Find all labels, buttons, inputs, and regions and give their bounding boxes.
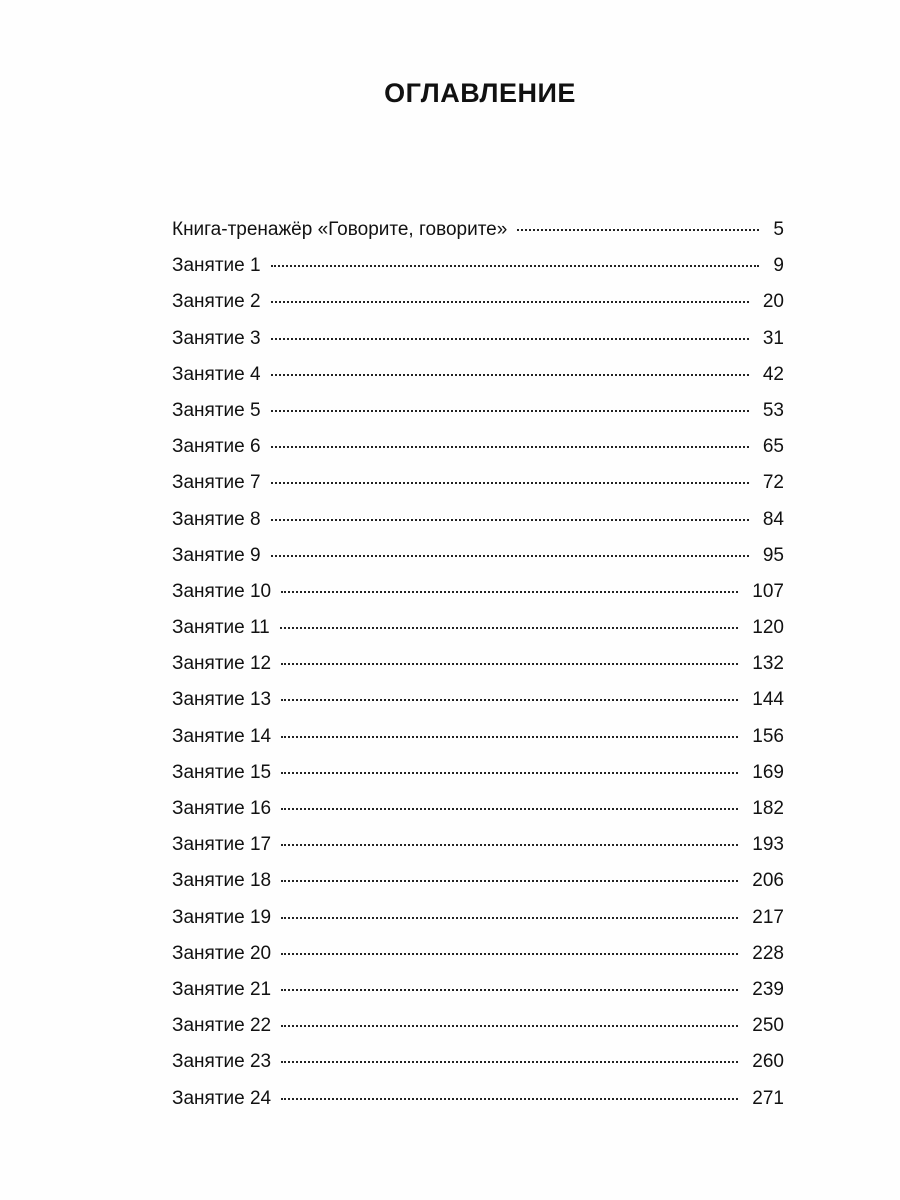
toc-entry-label: Занятие 17 xyxy=(172,834,272,856)
toc-entry-label: Занятие 23 xyxy=(172,1051,272,1073)
dot-leader xyxy=(271,410,749,412)
toc-entry-label: Занятие 5 xyxy=(172,399,261,421)
toc-entry xyxy=(172,429,784,465)
toc-entry-page-number: 31 xyxy=(762,327,784,349)
dot-leader xyxy=(271,265,760,267)
toc-entry xyxy=(172,682,784,718)
toc-entry-page-number: 65 xyxy=(762,436,784,458)
toc-entry-label: Занятие 11 xyxy=(172,617,270,639)
toc-entry-page-number: 169 xyxy=(752,761,784,783)
table-of-contents xyxy=(172,212,784,1117)
dot-leader xyxy=(281,663,738,665)
toc-entry-page-number: 239 xyxy=(752,978,784,1000)
toc-entry-page-number: 20 xyxy=(762,291,784,313)
toc-entry xyxy=(172,538,784,574)
toc-entry-label: Занятие 6 xyxy=(172,436,261,458)
toc-entry-label: Занятие 14 xyxy=(172,725,272,747)
toc-entry xyxy=(172,393,784,429)
toc-entry-page-number: 144 xyxy=(752,689,784,711)
toc-entry-label: Занятие 19 xyxy=(172,906,272,928)
toc-entry xyxy=(172,755,784,791)
toc-entry xyxy=(172,646,784,682)
dot-leader xyxy=(281,699,738,701)
toc-entry xyxy=(172,212,784,248)
toc-entry-page-number: 72 xyxy=(762,472,784,494)
dot-leader xyxy=(271,374,749,376)
toc-entry xyxy=(172,791,784,827)
page-title: ОГЛАВЛЕНИЕ xyxy=(384,78,576,108)
toc-entry-page-number: 250 xyxy=(752,1015,784,1037)
dot-leader xyxy=(281,591,738,593)
toc-entry-page-number: 156 xyxy=(752,725,784,747)
toc-entry-label: Занятие 9 xyxy=(172,544,261,566)
toc-entry-label: Занятие 20 xyxy=(172,942,272,964)
dot-leader xyxy=(271,482,749,484)
dot-leader xyxy=(281,953,738,955)
toc-entry-page-number: 120 xyxy=(752,617,784,639)
toc-entry xyxy=(172,502,784,538)
dot-leader xyxy=(271,446,749,448)
dot-leader xyxy=(281,989,738,991)
dot-leader xyxy=(271,338,749,340)
dot-leader xyxy=(281,880,738,882)
dot-leader xyxy=(281,917,738,919)
toc-entry-label: Занятие 24 xyxy=(172,1087,272,1109)
toc-entry-label: Занятие 16 xyxy=(172,798,272,819)
toc-entry-label: Занятие 21 xyxy=(172,978,272,1000)
toc-entry xyxy=(172,574,784,610)
toc-entry-page-number: 182 xyxy=(752,798,784,819)
dot-leader xyxy=(271,555,749,557)
dot-leader xyxy=(271,301,749,303)
toc-entry-label: Занятие 4 xyxy=(172,363,261,385)
toc-entry-label: Занятие 22 xyxy=(172,1015,272,1037)
dot-leader xyxy=(281,736,738,738)
toc-entry xyxy=(172,465,784,501)
toc-entry-label: Книга-тренажёр «Говорите, говорите» xyxy=(172,219,508,240)
toc-entry-label: Занятие 2 xyxy=(172,291,261,313)
toc-entry xyxy=(172,610,784,646)
toc-entry-page-number: 206 xyxy=(752,870,784,892)
toc-entry-page-number: 53 xyxy=(762,399,784,421)
toc-entry-page-number: 95 xyxy=(762,544,784,566)
dot-leader xyxy=(281,1098,738,1100)
toc-entry-label: Занятие 7 xyxy=(172,472,261,494)
dot-leader xyxy=(517,229,759,231)
toc-entry xyxy=(172,248,784,284)
toc-entry xyxy=(172,284,784,320)
toc-entry xyxy=(172,863,784,899)
toc-entry-label: Занятие 3 xyxy=(172,327,261,349)
toc-entry xyxy=(172,972,784,1008)
toc-entry-page-number: 84 xyxy=(762,508,784,530)
toc-entry-label: Занятие 8 xyxy=(172,508,261,530)
toc-entry-page-number: 132 xyxy=(752,653,784,675)
toc-entry xyxy=(172,1044,784,1080)
toc-entry-page-number: 9 xyxy=(773,255,784,277)
dot-leader xyxy=(281,1061,738,1063)
toc-entry xyxy=(172,936,784,972)
toc-entry xyxy=(172,357,784,393)
dot-leader xyxy=(281,772,738,774)
dot-leader xyxy=(281,1025,738,1027)
toc-entry xyxy=(172,1081,784,1117)
toc-entry-page-number: 193 xyxy=(752,834,784,856)
toc-entry-label: Занятие 1 xyxy=(172,255,261,277)
toc-entry-page-number: 228 xyxy=(752,942,784,964)
dot-leader xyxy=(271,519,749,521)
toc-entry xyxy=(172,719,784,755)
toc-entry-page-number: 217 xyxy=(752,906,784,928)
toc-entry-label: Занятие 10 xyxy=(172,580,272,602)
toc-entry xyxy=(172,900,784,936)
dot-leader xyxy=(280,627,739,629)
toc-entry-label: Занятие 18 xyxy=(172,870,272,892)
toc-entry-page-number: 271 xyxy=(752,1087,784,1109)
toc-entry-page-number: 260 xyxy=(752,1051,784,1073)
toc-entry-label: Занятие 12 xyxy=(172,653,272,675)
dot-leader xyxy=(281,844,738,846)
toc-entry xyxy=(172,1008,784,1044)
toc-entry xyxy=(172,827,784,863)
toc-entry-label: Занятие 15 xyxy=(172,761,272,783)
toc-entry-page-number: 42 xyxy=(762,363,784,385)
toc-entry-page-number: 5 xyxy=(773,219,784,240)
toc-entry-label: Занятие 13 xyxy=(172,689,272,711)
toc-entry xyxy=(172,321,784,357)
dot-leader xyxy=(281,808,738,810)
toc-entry-page-number: 107 xyxy=(752,580,784,602)
